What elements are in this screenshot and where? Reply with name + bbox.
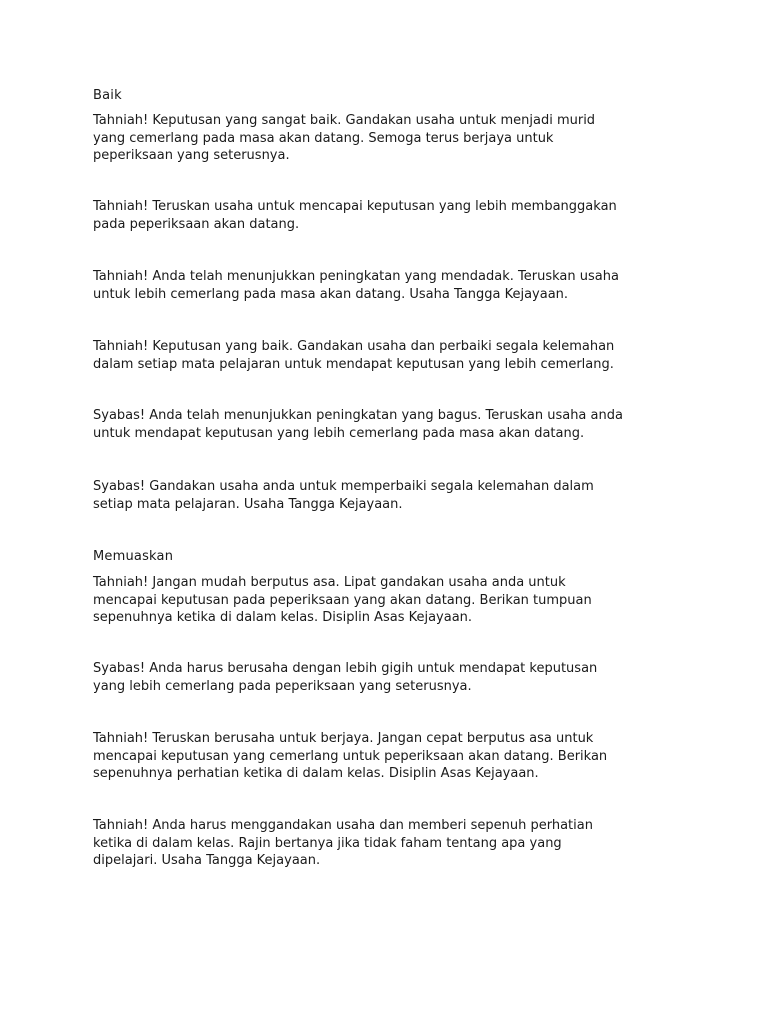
comment-paragraph: Tahniah! Jangan mudah berputus asa. Lipat gandakan usaha anda untuk mencapai keputusan pada peperiksaan yang akan datang. Berikan tumpuan sepenuhnya ketika di dalam kelas. Disiplin Asas Kejayaan. (93, 575, 592, 625)
comment-paragraph: Syabas! Gandakan usaha anda untuk memperbaiki segala kelemahan dalam setiap mata pelajaran. Usaha Tangga Kejayaan. (93, 479, 594, 512)
section-heading-memuaskan: Memuaskan (93, 549, 174, 564)
comment-paragraph: Tahniah! Keputusan yang baik. Gandakan usaha dan perbaiki segala kelemahan dalam setiap mata pelajaran untuk mendapat keputusan yang lebih cemerlang. (93, 339, 615, 372)
comment-paragraph: Tahniah! Keputusan yang sangat baik. Gandakan usaha untuk menjadi murid yang cemerlang pada masa akan datang. Semoga terus berjaya untuk peperiksaan yang seterusnya. (93, 113, 596, 163)
comment-paragraph: Syabas! Anda telah menunjukkan peningkatan yang bagus. Teruskan usaha anda untuk mendapat keputusan yang lebih cemerlang pada masa akan datang. (93, 408, 623, 441)
section-heading-baik: Baik (93, 88, 122, 103)
comment-paragraph: Syabas! Anda harus berusaha dengan lebih gigih untuk mendapat keputusan yang lebih cemerlang pada peperiksaan yang seterusnya. (93, 661, 598, 694)
comment-paragraph: Tahniah! Anda telah menunjukkan peningkatan yang mendadak. Teruskan usaha untuk lebih cemerlang pada masa akan datang. Usaha Tangga Kejayaan. (93, 269, 619, 302)
comment-paragraph: Tahniah! Anda harus menggandakan usaha dan memberi sepenuh perhatian ketika di dalam kelas. Rajin bertanya jika tidak faham tentang apa yang dipelajari. Usaha Tangga Kejayaan. (93, 818, 593, 868)
comment-paragraph: Tahniah! Teruskan berusaha untuk berjaya. Jangan cepat berputus asa untuk mencapai keputusan yang cemerlang untuk peperiksaan akan datang. Berikan sepenuhnya perhatian ketika di dalam kelas. Disiplin Asas Kejayaan. (93, 731, 608, 781)
comment-paragraph: Tahniah! Teruskan usaha untuk mencapai keputusan yang lebih membanggakan pada peperiksaan akan datang. (93, 199, 617, 232)
